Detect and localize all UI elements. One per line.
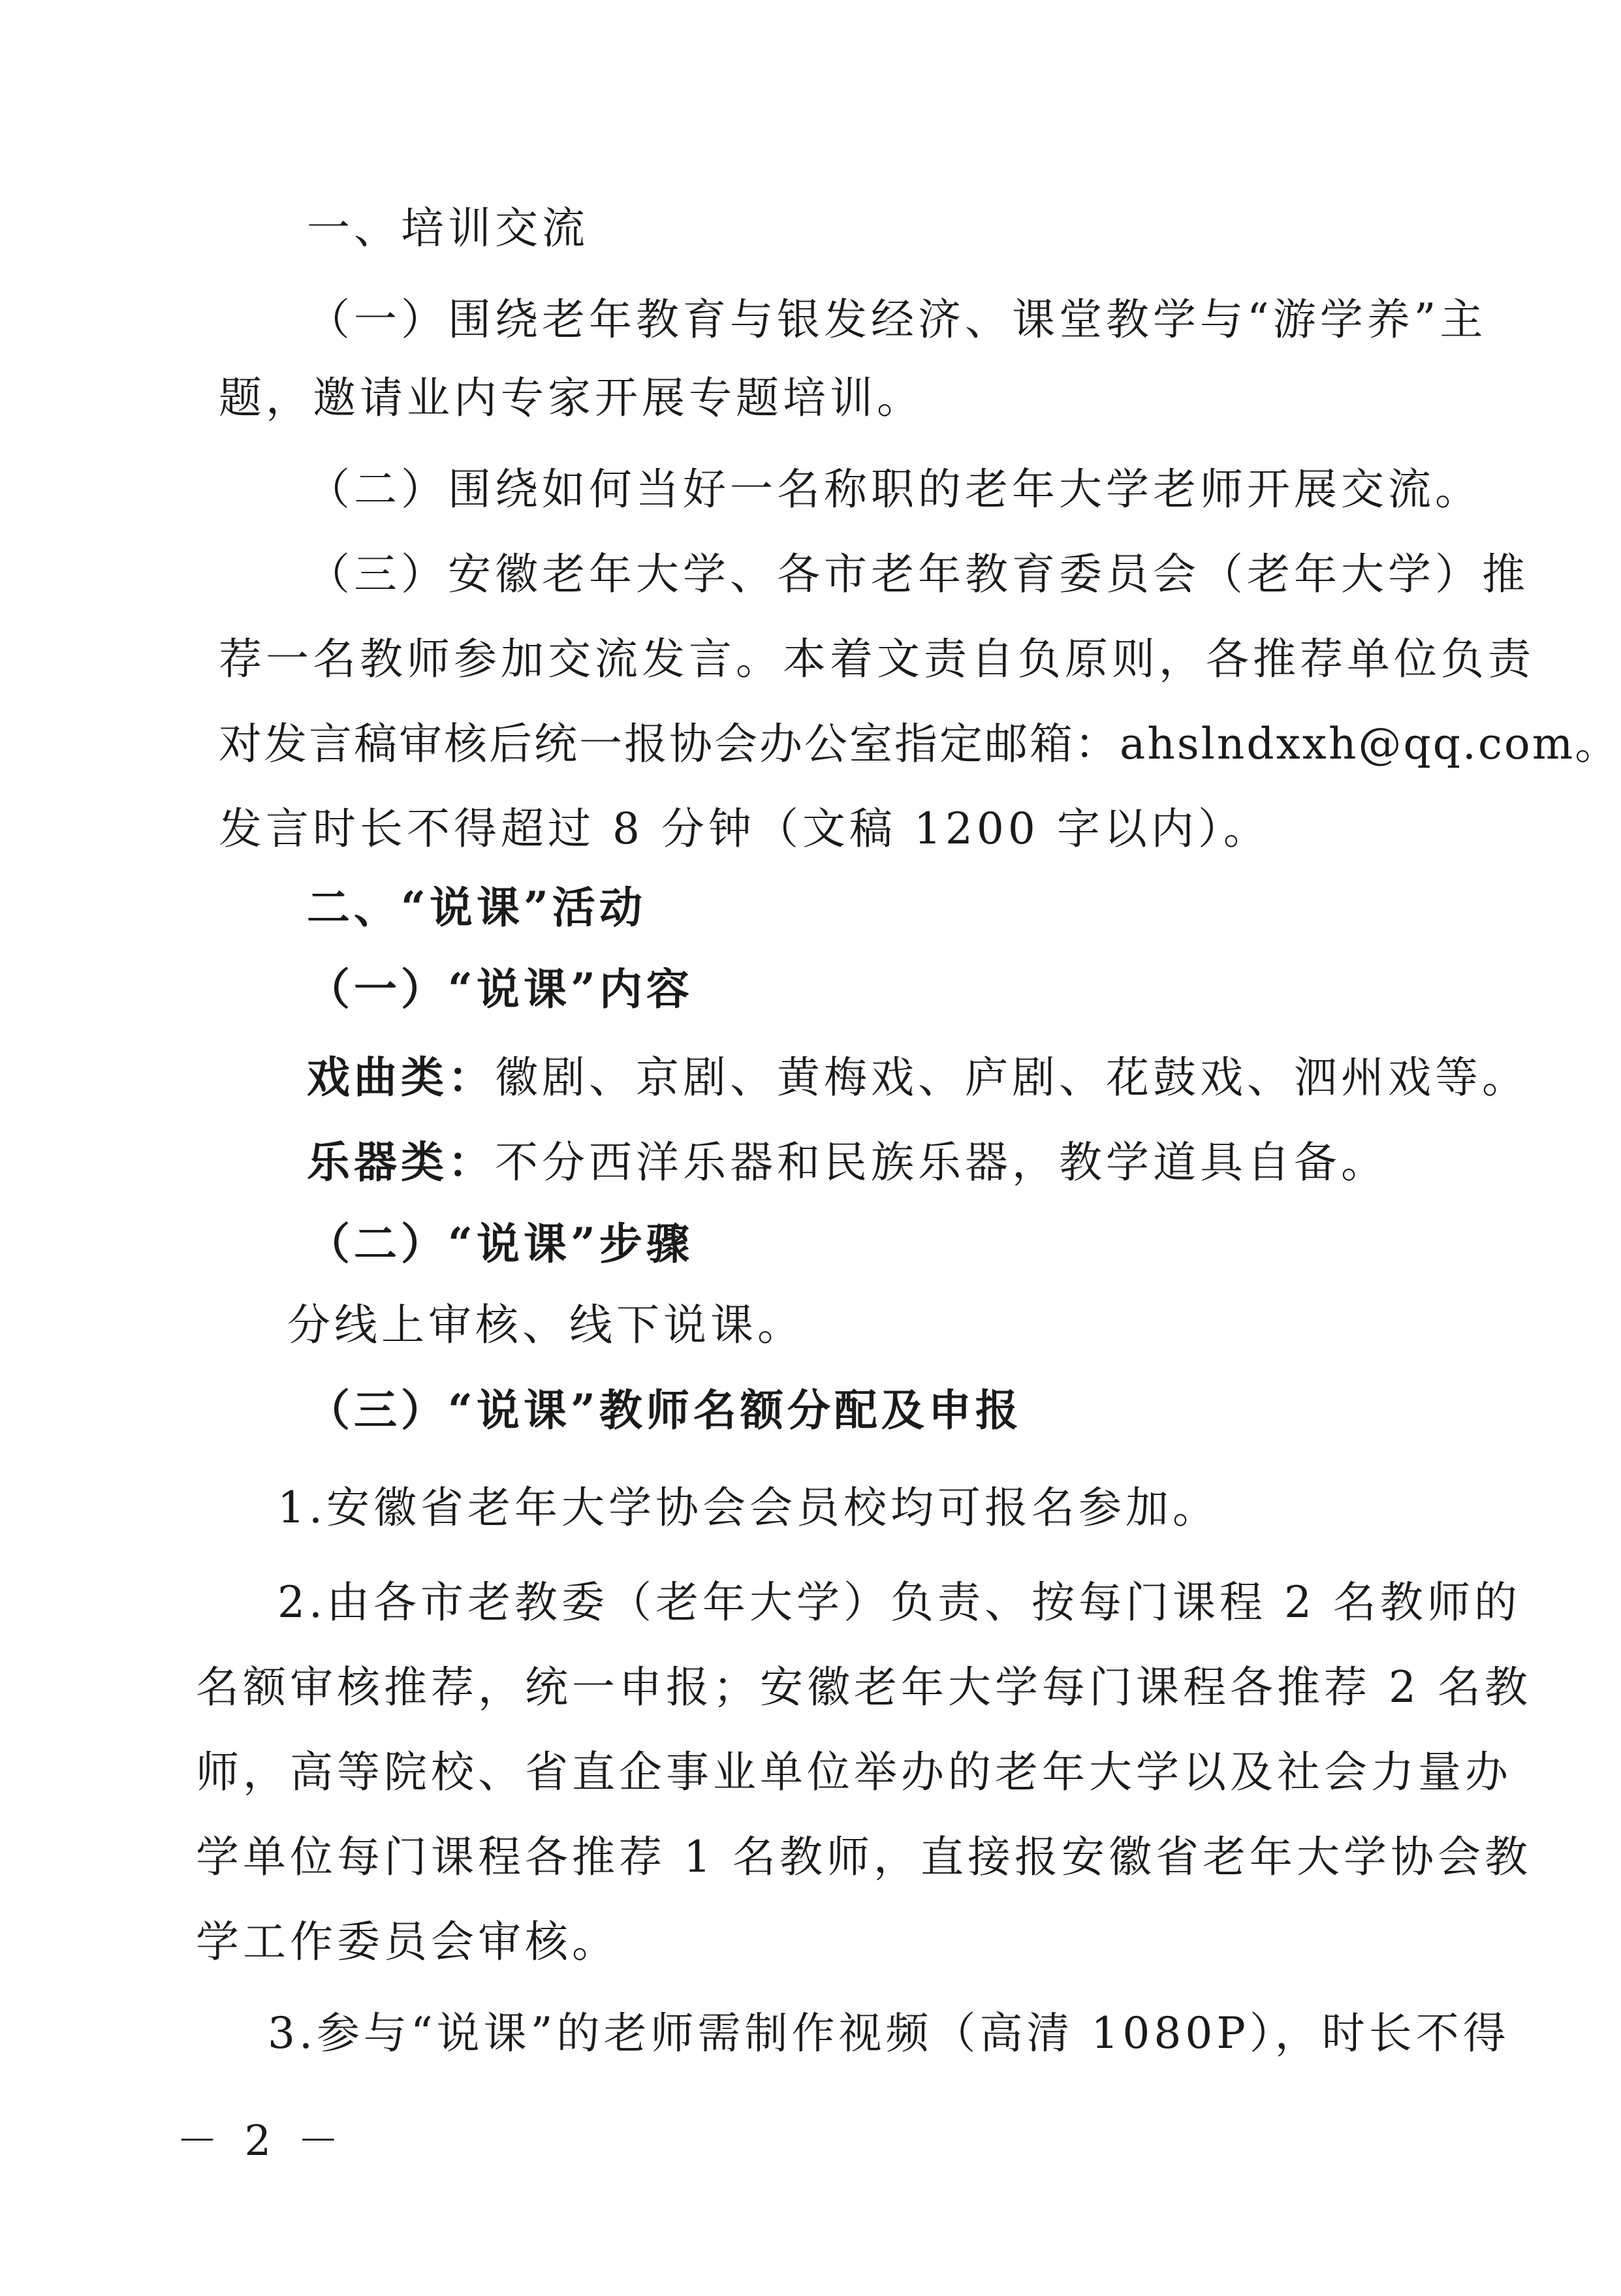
section2-point2-line5: 学工作委员会审核。 <box>196 1917 619 1967</box>
section1-item3-line1: （三）安徽老年大学、各市老年教育委员会（老年大学）推 <box>307 549 1529 599</box>
section2-point2-line1: 2.由各市老教委（老年大学）负责、按每门课程 2 名教师的 <box>277 1577 1521 1628</box>
section1-item1-line1: （一）围绕老年教育与银发经济、课堂教学与“游学养”主 <box>307 294 1487 345</box>
opera-line <box>307 1048 1529 1107</box>
page-number: － 2 － <box>176 2117 346 2165</box>
section2-heading: 二、“说课”活动 <box>307 882 646 933</box>
section2-steps-text: 分线上审核、线下说课。 <box>287 1300 804 1350</box>
section2-sub1-heading: （一）“说课”内容 <box>307 964 693 1014</box>
instrument-text: 不分西洋乐器和民族乐器，教学道具自备。 <box>495 1137 1388 1187</box>
opera-text: 徽剧、京剧、黄梅戏、庐剧、花鼓戏、泗州戏等。 <box>495 1052 1529 1103</box>
instrument-line <box>307 1133 1388 1192</box>
section2-point2-line2: 名额审核推荐，统一申报；安徽老年大学每门课程各推荐 2 名教 <box>196 1662 1532 1712</box>
section2-sub2-heading: （二）“说课”步骤 <box>307 1218 693 1269</box>
instrument-label: 乐器类： <box>307 1137 495 1187</box>
opera-label: 戏曲类： <box>307 1052 495 1103</box>
section1-item3-line3: 对发言稿审核后统一报协会办公室指定邮箱：ahslndxxh@qq.com。 <box>219 719 1620 769</box>
section1-item3-line2: 荐一名教师参加交流发言。本着文责自负原则，各推荐单位负责 <box>219 634 1535 684</box>
section2-point2-line3: 师，高等院校、省直企事业单位举办的老年大学以及社会力量办 <box>196 1747 1512 1797</box>
section1-item1-line2: 题，邀请业内专家开展专题培训。 <box>219 373 924 423</box>
section1-item3-line4: 发言时长不得超过 8 分钟（文稿 1200 字以内）。 <box>219 804 1270 854</box>
section2-point2-line4: 学单位每门课程各推荐 1 名教师，直接报安徽省老年大学协会教 <box>196 1832 1532 1882</box>
section2-point1: 1.安徽省老年大学协会会员校均可报名参加。 <box>277 1483 1220 1533</box>
section1-heading: 一、培训交流 <box>307 203 589 253</box>
section1-item2: （二）围绕如何当好一名称职的老年大学老师开展交流。 <box>307 464 1482 514</box>
section2-point3-line1: 3.参与“说课”的老师需制作视频（高清 1080P），时长不得 <box>268 2008 1510 2058</box>
section2-sub3-heading: （三）“说课”教师名额分配及申报 <box>307 1385 1022 1436</box>
